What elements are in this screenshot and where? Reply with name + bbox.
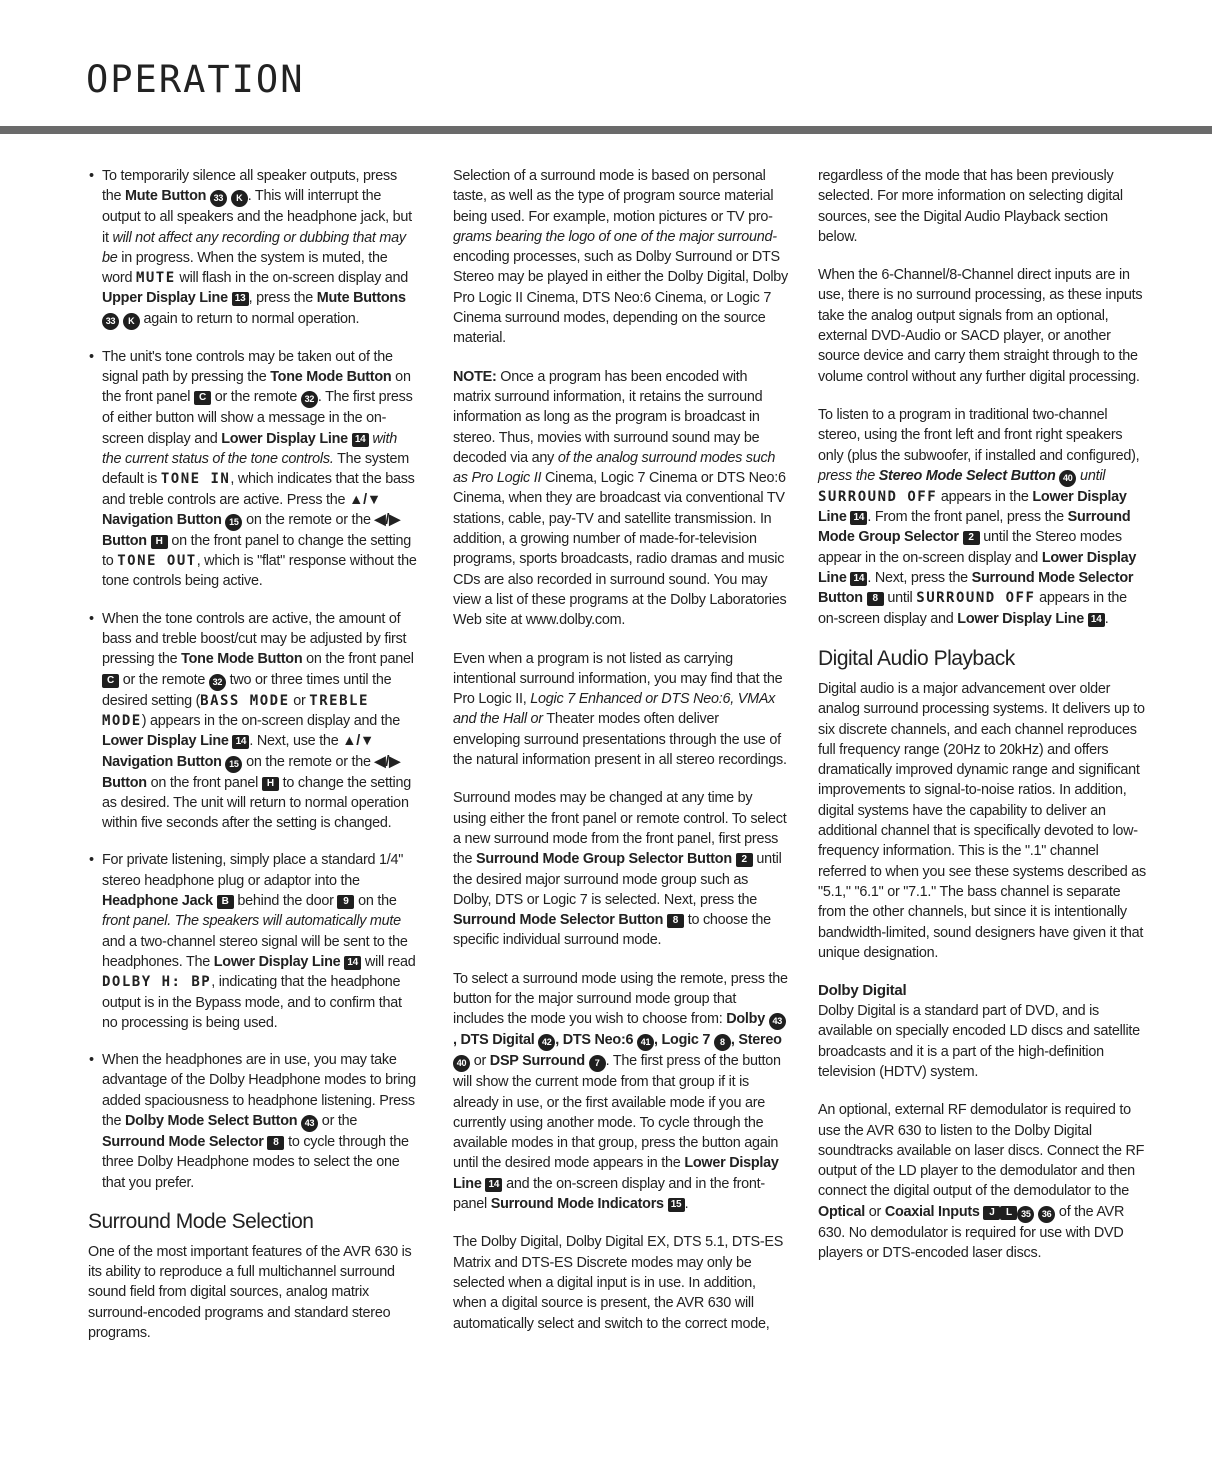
paragraph: Dolby Digital is a standard part of DVD, and is available on specially encoded LD discs and satellite broadcasts and it is a part of the high-definition television (HDTV) system. xyxy=(818,1003,1140,1080)
remote-button-ref-icon: 32 xyxy=(209,674,226,691)
bold-term: Dolby xyxy=(726,1011,769,1028)
front-panel-ref-icon: B xyxy=(217,895,234,909)
bullet-list xyxy=(88,166,418,1193)
front-panel-ref-icon: 2 xyxy=(736,853,753,867)
bold-term: Optical xyxy=(818,1203,866,1220)
bold-term: Lower Display Line xyxy=(818,549,1137,587)
section-heading-digital-audio: Digital Audio Playback xyxy=(818,646,1015,670)
front-panel-ref-icon: C xyxy=(194,391,211,405)
remote-button-ref-icon: 15 xyxy=(225,514,242,531)
bold-term: Tone Mode Button xyxy=(270,369,392,386)
paragraph: regardless of the mode that has been previously selected. For more information on selecting digital sources, see the Digital Audio Playback section below. xyxy=(818,168,1123,245)
bullet-item: • To temporarily silence all speaker outputs, press the Mute Button 33 K . This will interrupt the output to all speakers and the headphone jack, but it will not affect any recording or dubbing that may be in progress. When the system is muted, the word MUTE will flash in the on-screen display and Upper Display Line 13 , press the Mute Buttons 33 K again to return to normal operation. xyxy=(88,166,418,330)
front-panel-ref-icon: J xyxy=(983,1206,1000,1220)
front-panel-ref-icon: 8 xyxy=(667,914,684,928)
italic-text: grams bearing the logo of one of the major surround- xyxy=(453,228,777,245)
bold-term: Surround Mode Selector Button xyxy=(818,570,1134,607)
bold-term: Lower Display Line xyxy=(957,610,1088,627)
remote-button-ref-icon: 35 xyxy=(1017,1206,1034,1223)
subheading-dolby-digital: Dolby Digital xyxy=(818,982,907,1000)
display-readout: SURROUND OFF xyxy=(818,488,938,505)
column-left xyxy=(88,166,418,1361)
remote-button-ref-icon: 43 xyxy=(301,1115,318,1132)
front-panel-ref-icon: 14 xyxy=(232,735,249,749)
bold-term: Headphone Jack xyxy=(102,893,217,910)
front-panel-ref-icon: 14 xyxy=(344,956,361,970)
bold-term: Mute Button xyxy=(125,188,210,205)
bold-term: , DTS Digital xyxy=(453,1032,539,1049)
remote-button-ref-icon: 36 xyxy=(1038,1206,1055,1223)
paragraph: Digital audio is a major advancement over older analog surround processing systems. It delivers up to six discrete channels, and each channel reproduces full frequency range (20Hz to 20kHz) and offers dramatically improved dynamic range and significant improvements to signal-to-noise ratios. In addition, digital systems have the capability to deliver an additional channel that is specifically devoted to low-frequency information. This is the ".1" channel referred to when you see these systems described as "5.1," "6.1" or "7.1." The bass channel is separate from the other channels, but since it is intentionally bandwidth-limited, sound designers have given it that unique designation. xyxy=(818,680,1147,961)
bold-term: Upper Display Line xyxy=(102,290,232,307)
remote-button-ref-icon: K xyxy=(123,313,140,330)
remote-button-ref-icon: 7 xyxy=(589,1055,606,1072)
display-readout: TREBLE MODE xyxy=(102,692,369,729)
front-panel-ref-icon: C xyxy=(102,674,119,688)
remote-button-ref-icon: 8 xyxy=(714,1034,731,1051)
bold-term: Dolby Mode Select Button xyxy=(125,1112,302,1129)
display-readout: SURROUND OFF xyxy=(916,590,1036,607)
display-readout: TONE IN xyxy=(160,471,231,488)
bold-term: Coaxial Inputs xyxy=(884,1203,984,1220)
front-panel-ref-icon: H xyxy=(262,777,279,791)
remote-button-ref-icon: 40 xyxy=(453,1055,470,1072)
bold-term: , DTS Neo:6 xyxy=(555,1032,638,1049)
paragraph: NOTE: Once a program has been encoded with matrix surround information, it retains the surround information as long as the program is broadcast in stereo. Thus, movies with surround sound may be decoded via any of the analog surround modes such as Pro Logic II Cinema, Logic 7 Cinema or DTS Neo:6 Cinema, when they are broadcast via conventional TV stations, cable, pay-TV and satellite transmission. In addition, a growing number of made-for-television programs, sports broadcasts, radio dramas and music CDs are also recorded in surround sound. You may view a list of these programs at the Dolby Laboratories Web site at www.dolby.com. xyxy=(453,368,787,629)
remote-button-ref-icon: 41 xyxy=(637,1034,654,1051)
front-panel-ref-icon: 13 xyxy=(232,292,249,306)
remote-button-ref-icon: 33 xyxy=(102,313,119,330)
bold-term: Surround Mode Indicators xyxy=(490,1196,668,1213)
paragraph: The Dolby Digital, Dolby Digital EX, DTS 5.1, DTS-ES Matrix and DTS-ES Discrete modes may only be selected when a digital input is in use. In addition, when a digital source is present, the AVR 630 will automatically select and switch to the correct mode, xyxy=(453,1234,784,1332)
bold-term: Lower Display Line xyxy=(453,1155,779,1192)
front-panel-ref-icon: 8 xyxy=(867,592,884,606)
bold-term: Tone Mode Button xyxy=(181,651,303,668)
bold-term: , Stereo xyxy=(730,1032,782,1049)
italic-text: front panel. The speakers will automatically mute xyxy=(102,913,401,930)
column-middle xyxy=(453,166,788,1352)
remote-button-ref-icon: 32 xyxy=(301,391,318,408)
bold-term: , Logic 7 xyxy=(654,1032,714,1049)
remote-button-ref-icon: 15 xyxy=(225,756,242,773)
bold-term: Lower Display Line xyxy=(213,953,345,970)
front-panel-ref-icon: 9 xyxy=(337,895,354,909)
front-panel-ref-icon: L xyxy=(1000,1206,1017,1220)
paragraph: To select a surround mode using the remote, press the button for the major surround mode group that includes the mode you wish to choose from: Dolby 43, DTS Digital 42 , DTS Neo:6 41 , Logic 7 8 , Stereo 40 or DSP Surround 7 . The first press of the button will show the current mode from that group if it is already in use, or the first available mode if you are currently using another mode. To cycle through the available modes in that group, press the button again until the desired mode appears in the Lower Display Line 14 and the on-screen display and in the front-panel Surround Mode Indicators 15 . xyxy=(453,970,788,1213)
front-panel-ref-icon: 14 xyxy=(352,433,369,447)
front-panel-ref-icon: 14 xyxy=(850,511,867,525)
bold-term: Surround Mode Group Selector Button xyxy=(476,851,736,868)
front-panel-ref-icon: H xyxy=(151,535,168,549)
bold-term: ▲/▼ Navigation Button xyxy=(102,491,381,528)
bold-term: ◀/▶ Button xyxy=(102,511,400,549)
paragraph: When the 6-Channel/8-Channel direct inputs are in use, there is no surround processing, as these inputs take the analog output signals from an optional, external DVD-Audio or SACD player, or another source device and carry them straight through to the volume control without any further digital processing. xyxy=(818,267,1143,385)
header-rule xyxy=(0,126,1212,134)
italic-text: of the analog surround modes such as Pro Logic II xyxy=(453,449,776,487)
italic-text: will not affect any recording or dubbing that may be xyxy=(102,229,406,266)
remote-button-ref-icon: 33 xyxy=(210,190,227,207)
italic-text: Logic 7 Enhanced or DTS Neo:6, VMAx and the Hall or xyxy=(453,691,776,728)
display-readout: MUTE xyxy=(135,270,176,287)
column-right xyxy=(818,166,1150,1281)
paragraph: One of the most important features of the AVR 630 is its ability to reproduce a full multichannel surround sound field from digital sources, analog matrix surround-encoded programs and standard stereo programs. xyxy=(88,1243,412,1342)
front-panel-ref-icon: 14 xyxy=(850,572,867,586)
bold-term: NOTE: xyxy=(453,368,497,385)
front-panel-ref-icon: 14 xyxy=(1088,613,1105,627)
front-panel-ref-icon: 8 xyxy=(267,1136,284,1150)
front-panel-ref-icon: 2 xyxy=(963,531,980,545)
bold-term: Surround Mode Selector Button xyxy=(453,912,667,929)
bold-term: Surround Mode Group Selector xyxy=(818,509,1131,546)
section-heading-surround: Surround Mode Selection xyxy=(88,1209,314,1233)
italic-text: press the xyxy=(818,467,879,484)
bold-term: DSP Surround xyxy=(489,1053,589,1070)
paragraph: Selection of a surround mode is based on personal taste, as well as the type of program source material being used. For example, motion pictures or TV pro-grams bearing the logo of one of the major surround-encoding processes, such as Dolby Surround or DTS Stereo may be played in either the Dolby Digital, Dolby Pro Logic II Cinema, DTS Neo:6 Cinema, or Logic 7 Cinema surround modes, depending on the source material. xyxy=(453,168,789,347)
paragraph: Surround modes may be changed at any time by using either the front panel or remote control. To select a new surround mode from the front panel, first press the Surround Mode Group Selector Button 2 until the desired major surround mode group such as Dolby, DTS or Logic 7 is selected. Next, press the Surround Mode Selector Button 8 to choose the specific individual surround mode. xyxy=(453,790,787,949)
bullet-item: • For private listening, simply place a standard 1/4" stereo headphone plug or adaptor into the Headphone Jack B behind the door 9 on the front panel. The speakers will automatically mute and a two-channel stereo signal will be sent to the headphones. The Lower Display Line 14 will read DOLBY H: BP, indicating that the headphone output is in the Bypass mode, and to confirm that no processing is being used. xyxy=(88,850,418,1033)
remote-button-ref-icon: K xyxy=(231,190,248,207)
bold-term: Surround Mode Selector xyxy=(102,1133,268,1150)
bold-term: Mute Buttons xyxy=(316,290,406,307)
paragraph: To listen to a program in traditional two-channel stereo, using the front left and front right speakers only (plus the subwoofer, if installed and configured), press the Stereo Mode Select Button 40 until SURROUND OFF appears in the Lower Display Line 14 . From the front panel, press the Surround Mode Group Selector 2 until the Stereo modes appear in the on-screen display and Lower Display Line 14 . Next, press the Surround Mode Selector Button 8 until SURROUND OFF appears in the on-screen display and Lower Display Line 14 . xyxy=(818,406,1140,627)
bold-term: Lower Display Line xyxy=(818,488,1127,526)
bullet-item: • When the tone controls are active, the amount of bass and treble boost/cut may be adjusted by first pressing the Tone Mode Button on the front panel C or the remote 32 two or three times until the desired setting (BASS MODE or TREBLE MODE) appears in the on-screen display and the Lower Display Line 14 . Next, use the ▲/▼ Navigation Button 15 on the remote or the ◀/▶ Button on the front panel H to change the setting as desired. The unit will return to normal operation within five seconds after the setting is changed. xyxy=(88,609,418,834)
paragraph: Even when a program is not listed as carrying intentional surround information, you may find that the Pro Logic II, Logic 7 Enhanced or DTS Neo:6, VMAx and the Hall or Theater modes often deliver enveloping surround presentations through the use of the natural information present in all stereo recordings. xyxy=(453,650,787,769)
bold-term: ◀/▶ Button xyxy=(102,753,400,791)
bullet-item: • When the headphones are in use, you may take advantage of the Dolby Headphone modes to bring added spaciousness to headphone listening. Press the Dolby Mode Select Button 43 or the Surround Mode Selector 8 to cycle through the three Dolby Headphone modes to select the one that you prefer. xyxy=(88,1050,418,1193)
display-readout: DOLBY H: BP xyxy=(102,974,212,991)
bold-term: Lower Display Line xyxy=(221,430,352,447)
remote-button-ref-icon: 40 xyxy=(1059,470,1076,487)
italic-text: with the current status of the tone controls. xyxy=(102,430,397,467)
front-panel-ref-icon: 15 xyxy=(668,1198,685,1212)
remote-button-ref-icon: 42 xyxy=(538,1034,555,1051)
italic-text: until xyxy=(1076,467,1106,484)
bold-term: Lower Display Line xyxy=(102,733,233,750)
remote-button-ref-icon: 43 xyxy=(769,1013,786,1030)
display-readout: BASS MODE xyxy=(200,692,290,709)
paragraph: An optional, external RF demodulator is required to use the AVR 630 to listen to the Dolby Digital soundtracks available on laser discs. Connect the RF output of the LD player to the demodulator and then connect the digital output of the demodulator to the Optical or Coaxial Inputs J L 35 36 of the AVR 630. No demodulator is required for use with DVD players or DTS-encoded laser discs. xyxy=(818,1102,1145,1262)
bold-italic-term: Stereo Mode Select Button xyxy=(878,467,1060,484)
front-panel-ref-icon: 14 xyxy=(485,1178,502,1192)
display-readout: TONE OUT xyxy=(117,553,197,570)
bold-term: ▲/▼ Navigation Button xyxy=(102,733,374,770)
page-title: OPERATION xyxy=(86,58,305,101)
bullet-item: • The unit's tone controls may be taken out of the signal path by pressing the Tone Mode Button on the front panel C or the remote 32 . The first press of either button will show a message in the on-screen display and Lower Display Line 14 with the current status of the tone controls. The system default is TONE IN, which indicates that the bass and treble controls are active. Press the ▲/▼ Navigation Button 15 on the remote or the ◀/▶ Button H on the front panel to change the setting to TONE OUT, which is "flat" response without the tone controls being active. xyxy=(88,347,418,592)
